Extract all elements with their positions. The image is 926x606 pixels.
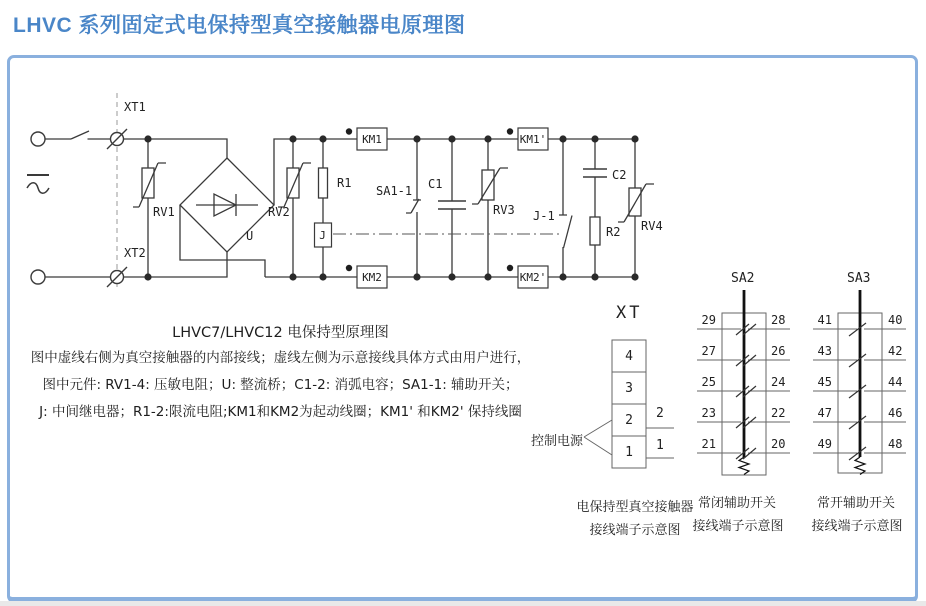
xt-cell-2: 2 (625, 413, 633, 428)
sa3-right-terminal: 44 (888, 375, 903, 389)
sa2-left-terminal: 23 (701, 406, 716, 420)
switch-icons (406, 199, 572, 248)
sa3-left-terminal: 45 (817, 375, 832, 389)
sa2-left-terminal: 27 (701, 344, 716, 358)
sa2-title: SA2 (731, 271, 755, 286)
description-block (28, 321, 533, 426)
xt-cell-3: 3 (625, 381, 633, 396)
label-c2: C2 (612, 168, 627, 182)
xt-caption-2: 接线端子示意图 (589, 523, 681, 538)
label-r1: R1 (337, 176, 352, 190)
sa3-caption-2: 接线端子示意图 (811, 519, 903, 534)
label-km1: KM1 (362, 133, 382, 146)
label-r2: R2 (606, 225, 621, 239)
sa3-left-terminal: 49 (817, 437, 832, 451)
xt-pin-2: 2 (656, 406, 664, 421)
note-line-3: J: 中间继电器；R1-2:限流电阻;KM1和KM2为起动线圈；KM1' 和KM2' 保持线圈 (39, 404, 522, 420)
label-c1: C1 (428, 177, 443, 191)
xt-pin-1: 1 (656, 438, 664, 453)
input-terminal-icons (31, 129, 127, 287)
sa3-caption-1: 常开辅助开关 (816, 496, 896, 511)
label-km2: KM2 (362, 271, 382, 284)
label-km2-hold: KM2' (519, 271, 547, 284)
sa2-right-terminal: 24 (771, 375, 786, 389)
schematic-caption: LHVC7/LHVC12 电保持型原理图 (172, 325, 389, 341)
sa3-left-terminal: 47 (817, 406, 832, 420)
sa2-caption-1: 常闭辅助开关 (697, 496, 777, 511)
xt-caption-1: 电保持型真空接触器 (576, 500, 694, 515)
label-relay-j: J (319, 229, 326, 242)
bridge-rectifier-icon (180, 158, 274, 252)
sa2-right-terminal: 22 (771, 406, 786, 420)
note-line-2: 图中元件: RV1-4: 压敏电阻；U: 整流桥；C1-2: 消弧电容；SA1-1: 辅助开关； (42, 377, 519, 393)
label-rv1: RV1 (153, 205, 175, 219)
ac-source-icon (27, 175, 49, 193)
sa3-right-terminal: 42 (888, 344, 903, 358)
label-xt1: XT1 (124, 100, 146, 114)
sa2-left-terminal: 21 (701, 437, 716, 451)
control-power-label: 控制电源 (530, 434, 583, 449)
page-title: LHVC 系列固定式电保持型真空接触器电原理图 (13, 14, 466, 37)
xt-cell-1: 1 (625, 445, 633, 460)
junction-dots (144, 135, 638, 280)
xt-block-title: XT (616, 303, 643, 323)
note-line-1: 图中虚线右侧为真空接触器的内部接线；虚线左侧为示意接线具体方式由用户进行， (30, 350, 531, 366)
label-j1: J-1 (533, 209, 555, 223)
sa2-left-terminal: 25 (701, 375, 716, 389)
sa3-right-terminal: 48 (888, 437, 903, 451)
sa2-right-terminal: 28 (771, 313, 786, 327)
sa2-right-terminal: 20 (771, 437, 786, 451)
xt-cell-4: 4 (625, 349, 633, 364)
sa2-caption-2: 接线端子示意图 (692, 519, 784, 534)
label-rectifier: U (246, 229, 254, 243)
sa3-right-terminal: 46 (888, 406, 903, 420)
label-sa11: SA1-1 (376, 184, 413, 198)
sa3-left-terminal: 41 (817, 313, 832, 327)
label-rv4: RV4 (641, 219, 663, 233)
resistor-icons (319, 168, 601, 245)
sa2-left-terminal: 29 (701, 313, 716, 327)
sa2-right-terminal: 26 (771, 344, 786, 358)
sa3-right-terminal: 40 (888, 313, 903, 327)
label-rv2: RV2 (268, 205, 290, 219)
label-km1-hold: KM1' (519, 133, 547, 146)
label-xt2: XT2 (124, 246, 146, 260)
capacitor-icons (438, 169, 607, 209)
sa3-left-terminal: 43 (817, 344, 832, 358)
label-rv3: RV3 (493, 203, 515, 217)
sa3-title: SA3 (847, 271, 871, 286)
